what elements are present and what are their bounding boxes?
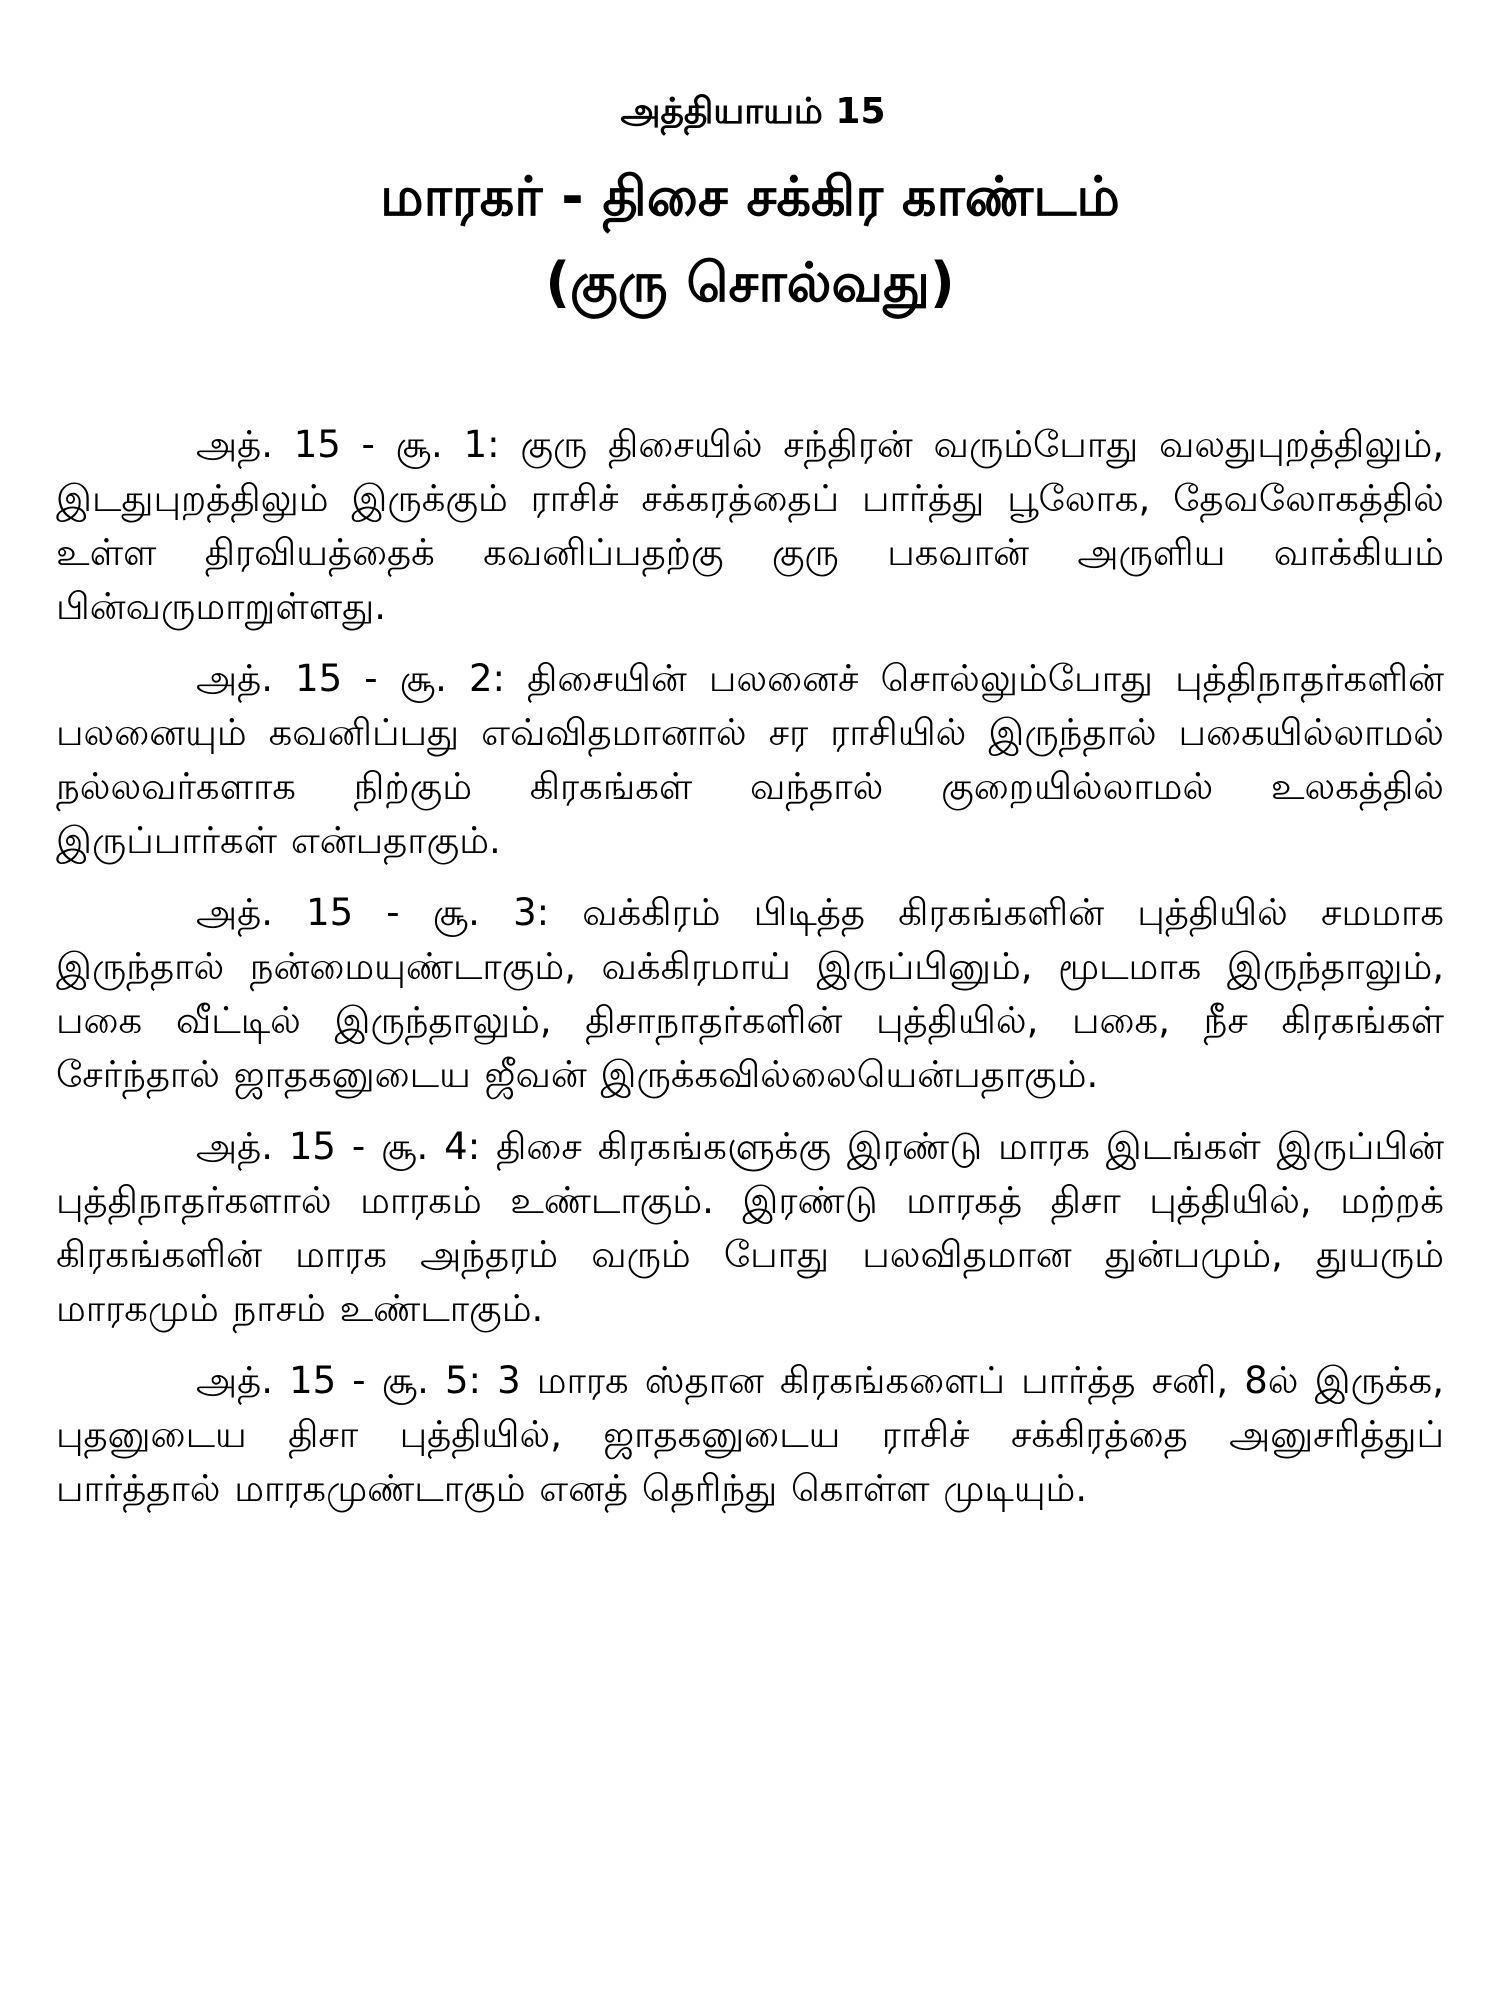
sutra-text-1: குரு திசையில் சந்திரன் வரும்போது வலதுபுறத்திலும், இடதுபுறத்திலும் இருக்கும் ராசிச் சக்கரத்தைப் பார்த்து பூலோக, தேவலோகத்தில் உள்ள திரவியத்தைக் கவனிப்பதற்கு குரு பகவான் அருளிய வாக்கியம் பின்வருமாறுள்ளது.: [56, 423, 1444, 628]
chapter-title: [56, 154, 1444, 326]
sutra-text-5: 3 மாரக ஸ்தான கிரகங்களைப் பார்த்த சனி, 8ல் இருக்க, புதனுடைய திசா புத்தியில், ஜாதகனுடைய ராசிச் சக்கிரத்தை அனுசரித்துப் பார்த்தால் மாரகமுண்டாகும் எனத் தெரிந்து கொள்ள முடியும்.: [56, 1359, 1444, 1510]
sutra-paragraph-4: [56, 1120, 1444, 1336]
sutra-text-3: வக்கிரம் பிடித்த கிரகங்களின் புத்தியில் சமமாக இருந்தால் நன்மையுண்டாகும், வக்கிரமாய் இருப்பினும், மூடமாக இருந்தாலும், பகை வீட்டில் இருந்தாலும், திசாநாதர்களின் புத்தியில், பகை, நீச கிரகங்கள் சேர்ந்தால் ஜாதகனுடைய ஜீவன் இருக்கவில்லையென்பதாகும்.: [56, 891, 1444, 1096]
sutra-paragraph-3: [56, 886, 1444, 1102]
sutra-paragraph-2: [56, 652, 1444, 868]
sutra-ref-4: அத். 15 - சூ. 4:: [196, 1125, 481, 1168]
sutra-ref-3: அத். 15 - சூ. 3:: [196, 891, 550, 934]
sutra-ref-1: அத். 15 - சூ. 1:: [196, 423, 500, 466]
sutra-list: [56, 418, 1444, 1516]
chapter-title-line-1: மாரகர் - திசை சக்கிர காண்டம்: [380, 165, 1120, 228]
sutra-text-2: திசையின் பலனைச் சொல்லும்போது புத்திநாதர்களின் பலனையும் கவனிப்பது எவ்விதமானால் சர ராசியில் இருந்தால் பகையில்லாமல் நல்லவர்களாக நிற்கும் கிரகங்கள் வந்தால் குறையில்லாமல் உலகத்தில் இருப்பார்கள் என்பதாகும்.: [56, 657, 1444, 862]
sutra-text-4: திசை கிரகங்களுக்கு இரண்டு மாரக இடங்கள் இருப்பின் புத்திநாதர்களால் மாரகம் உண்டாகும். இரண்டு மாரகத் திசா புத்தியில், மற்றக் கிரகங்களின் மாரக அந்தரம் வரும் போது பலவிதமான துன்பமும், துயரும் மாரகமும் நாசம் உண்டாகும்.: [56, 1125, 1445, 1330]
chapter-label: அத்தியாயம் 15: [620, 91, 886, 132]
chapter-title-line-2: (குரு சொல்வது): [545, 251, 955, 314]
sutra-ref-5: அத். 15 - சூ. 5:: [196, 1359, 482, 1402]
sutra-paragraph-5: [56, 1354, 1444, 1516]
sutra-paragraph-1: [56, 418, 1444, 634]
sutra-ref-2: அத். 15 - சூ. 2:: [196, 657, 505, 700]
